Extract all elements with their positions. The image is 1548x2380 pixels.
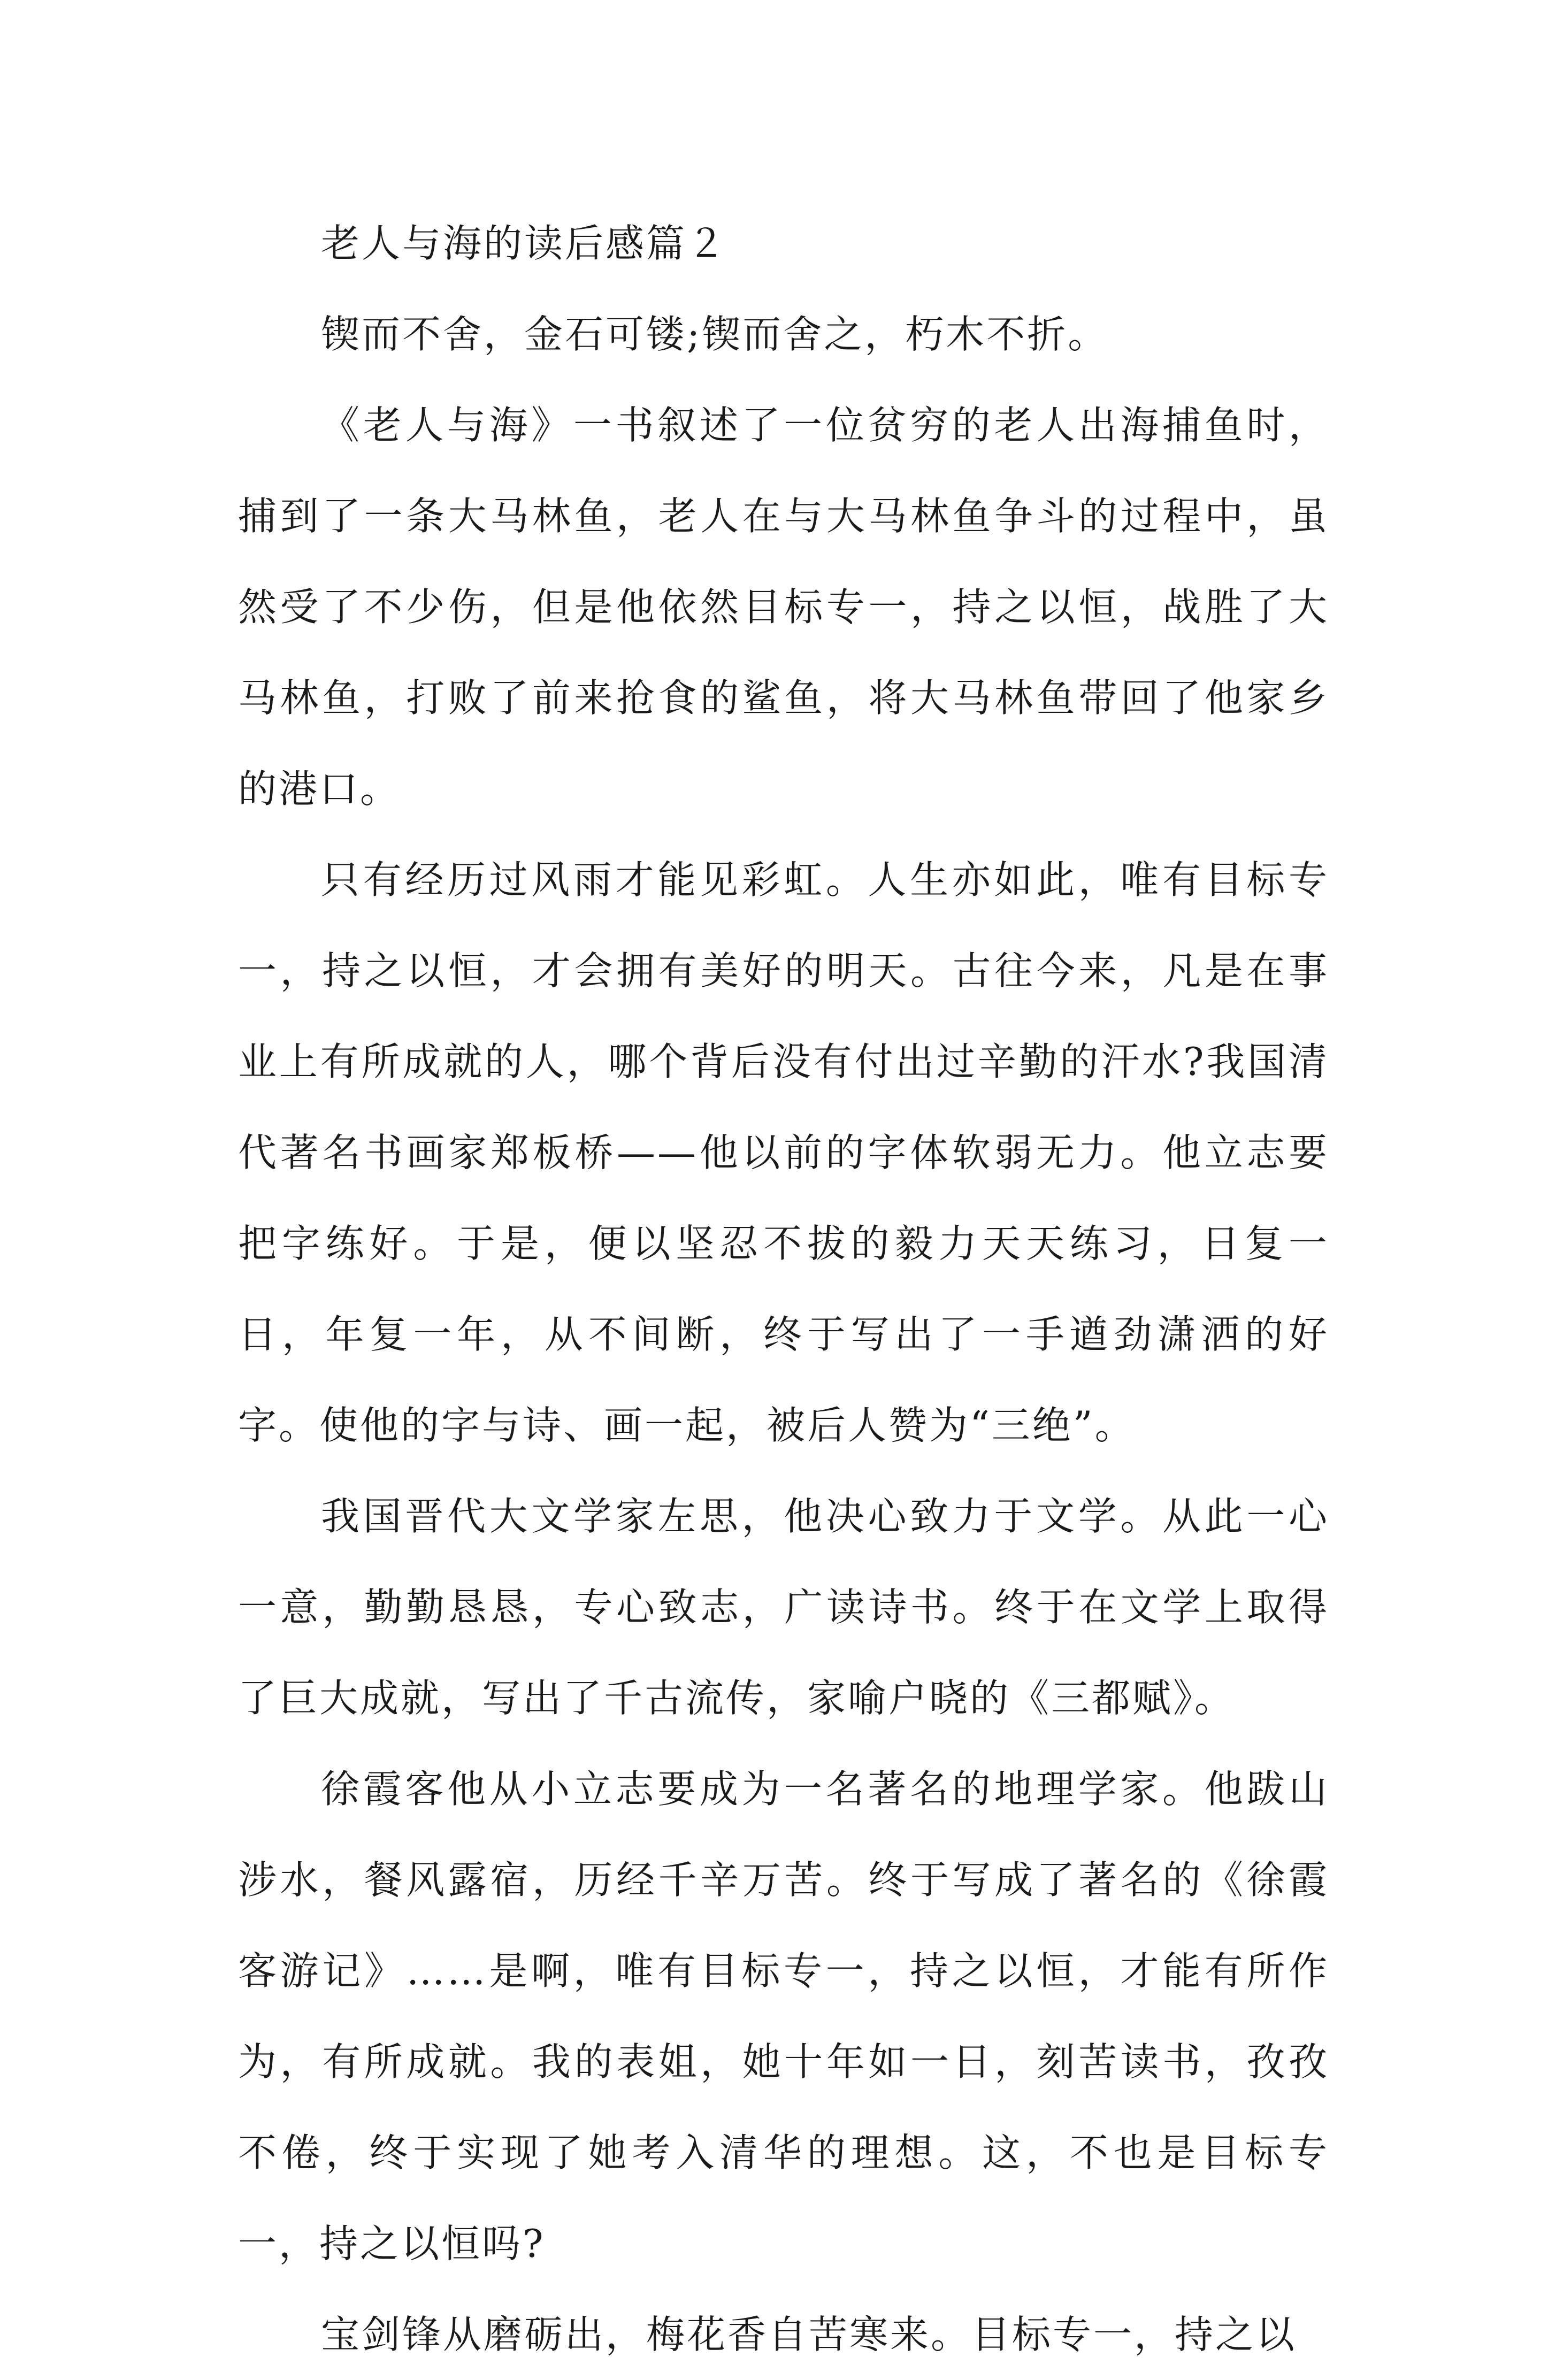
paragraph-5: 徐霞客他从小立志要成为一名著名的地理学家。他跋山涉水，餐风露宿，历经千辛万苦。终于写成了著名的《徐霞客游记》……是啊，唯有目标专一，持之以恒，才能有所作为，有所成就。我的表姐，她十年如一日，刻苦读书，孜孜不倦，终于实现了她考入清华的理想。这，不也是目标专一，持之以恒吗? (238, 1767, 1329, 2266)
paragraph-1: 锲而不舍，金石可镂;锲而舍之，朽木不折。 (321, 312, 1109, 357)
paragraph-2: 《老人与海》一书叙述了一位贫穷的老人出海捕鱼时，捕到了一条大马林鱼，老人在与大马林鱼争斗的过程中，虽然受了不少伤，但是他依然目标专一，持之以恒，战胜了大马林鱼，打败了前来抢食的鲨鱼，将大马林鱼带回了他家乡的港口。 (238, 403, 1329, 811)
document-body (238, 198, 1329, 2380)
paragraph-3: 只有经历过风雨才能见彩虹。人生亦如此，唯有目标专一，持之以恒，才会拥有美好的明天。古往今来，凡是在事业上有所成就的人，哪个背后没有付出过辛勤的汗水?我国清代著名书画家郑板桥——他以前的字体软弱无力。他立志要把字练好。于是，便以坚忍不拔的毅力天天练习，日复一日，年复一年，从不间断，终于写出了一手遒劲潇洒的好字。使他的字与诗、画一起，被后人赞为“三绝”。 (238, 857, 1329, 1448)
document-title: 老人与海的读后感篇２ (321, 221, 728, 266)
paragraph-4: 我国晋代大文学家左思，他决心致力于文学。从此一心一意，勤勤恳恳，专心致志，广读诗书。终于在文学上取得了巨大成就，写出了千古流传，家喻户晓的《三都赋》。 (238, 1494, 1329, 1721)
paragraph-6: 宝剑锋从磨砺出，梅花香自苦寒来。目标专一，持之以 (321, 2312, 1297, 2357)
